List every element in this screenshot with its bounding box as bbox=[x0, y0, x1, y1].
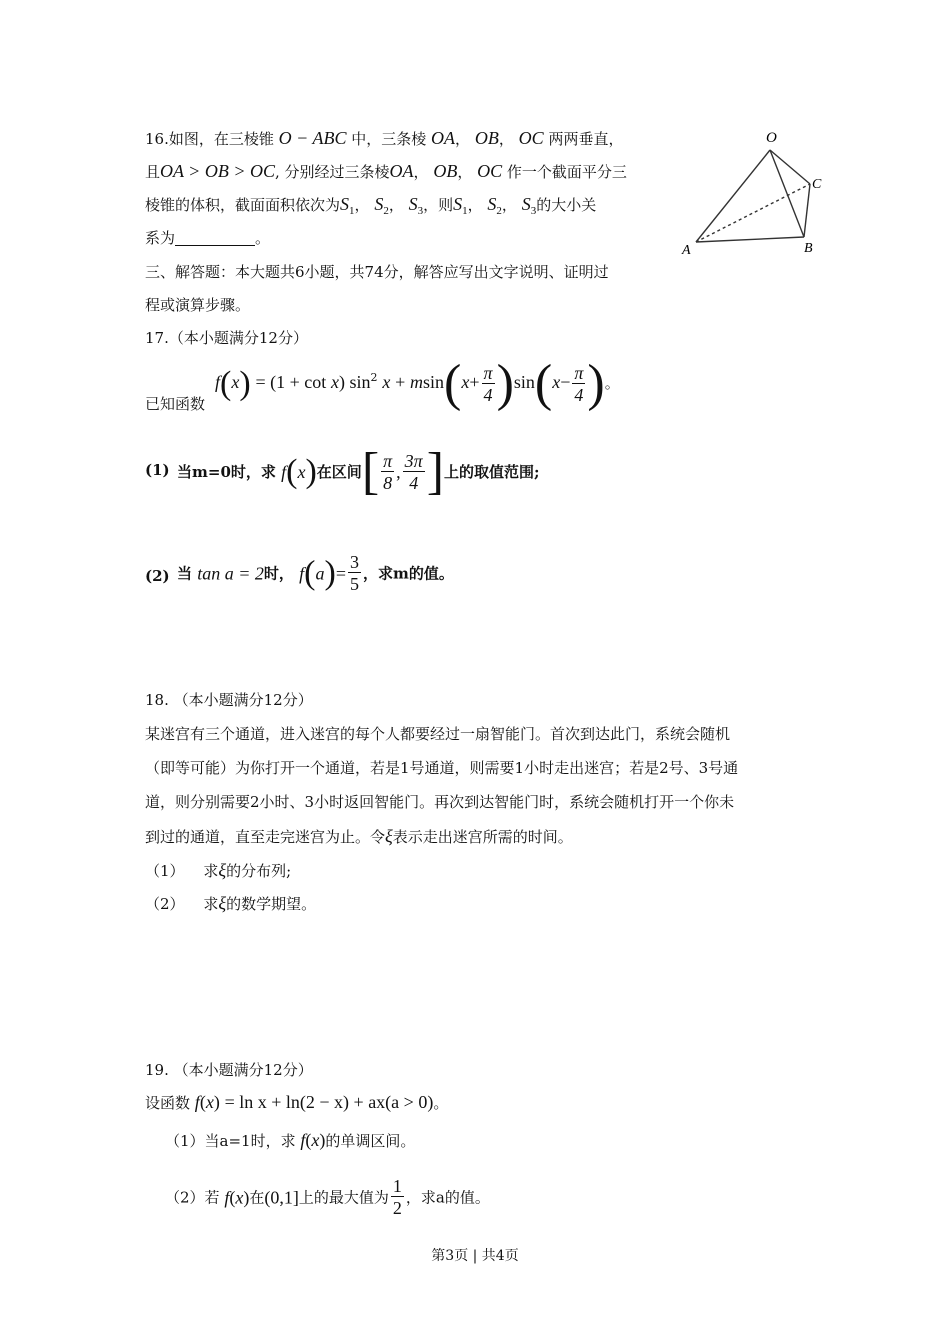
math-s2: $S_2$ bbox=[487, 194, 502, 217]
text: 16.如图，在三棱锥 bbox=[145, 130, 274, 148]
math-s3: $S_3$ bbox=[521, 194, 537, 217]
text: ， bbox=[457, 163, 473, 181]
q19-part-2: （2）若 f(x)在(0,1]上的最大值为 $\frac{1}{2}$ ，求a的值。 bbox=[165, 1176, 490, 1218]
math: (0,1] bbox=[264, 1187, 299, 1208]
part-label: (1) bbox=[145, 461, 170, 479]
q18-part-1 bbox=[145, 860, 291, 881]
q16-line-2 bbox=[145, 161, 627, 182]
text: ， bbox=[498, 130, 514, 148]
q16-line-3 bbox=[145, 194, 596, 221]
math: ξ bbox=[218, 860, 227, 880]
q19-function-def: 设函数 f(x) = ln x + ln(2 − x) + ax(a > 0)。 bbox=[145, 1092, 449, 1112]
text: 两两垂直， bbox=[548, 130, 624, 148]
text: 在 bbox=[249, 1188, 265, 1207]
part-label: （2） bbox=[145, 895, 185, 913]
text: （1）当a=1时，求 bbox=[165, 1132, 296, 1150]
edge-ab bbox=[696, 237, 804, 242]
math-s1: $S_1$ bbox=[340, 194, 355, 217]
math: f bbox=[194, 1092, 200, 1112]
q17-header: 17.（本小题满分12分） bbox=[145, 329, 308, 347]
part-label: (2) bbox=[145, 567, 170, 585]
edge-oa bbox=[696, 150, 770, 242]
text: ， bbox=[354, 196, 370, 214]
math: OA bbox=[431, 128, 456, 148]
q16-line-1 bbox=[145, 128, 623, 149]
text: ， bbox=[455, 130, 471, 148]
math: OA > OB > OC bbox=[160, 161, 275, 181]
part-text: 当 tan a = 2时， f(a)= $\frac{3}{5}$ ，求m的值。 bbox=[177, 552, 454, 594]
text: 。 bbox=[433, 1094, 449, 1112]
text: 棱锥的体积，截面面积依次为 bbox=[145, 196, 341, 214]
text: 求 bbox=[203, 862, 219, 880]
text: 的大小关 bbox=[536, 196, 597, 214]
math-s2: $S_2$ bbox=[374, 194, 389, 217]
math: O − ABC bbox=[278, 128, 347, 148]
math: OB bbox=[474, 128, 499, 148]
q16-line-4 bbox=[145, 228, 270, 248]
text: 求 bbox=[203, 895, 219, 913]
math-s1: $S_1$ bbox=[453, 194, 468, 217]
text: （2）若 bbox=[165, 1188, 220, 1207]
edge-ac-hidden bbox=[696, 184, 810, 242]
section-3-line-2: 程或演算步骤。 bbox=[145, 296, 251, 314]
text: ， bbox=[388, 196, 404, 214]
text: 中，三条棱 bbox=[351, 130, 427, 148]
text: 上的最大值为 bbox=[298, 1188, 389, 1207]
vertex-label-c: C bbox=[812, 177, 822, 192]
text: ， bbox=[467, 196, 483, 214]
text: 的单调区间。 bbox=[325, 1132, 416, 1150]
q19-header: 19. （本小题满分12分） bbox=[145, 1061, 313, 1079]
math: ξ bbox=[218, 893, 227, 913]
text: 系为 bbox=[145, 229, 176, 247]
formula: f(x) = (1 + cot x) $\sin^2 x + msin(x+$ $\frac{\pi}{4}$ )sin(x− $\frac{\pi}{4}$ )。 bbox=[215, 355, 620, 412]
text: ，求a的值。 bbox=[405, 1188, 490, 1207]
text: ， bbox=[501, 196, 517, 214]
text: ，则 bbox=[423, 196, 454, 214]
part-text: 当m=0时，求 f(x)在区间[ $\frac{\pi}{8}$ , $\frac{3\pi}{4}$ ]上的取值范围; bbox=[177, 443, 540, 500]
q18-header: 18. （本小题满分12分） bbox=[145, 691, 313, 709]
text: 的数学期望。 bbox=[226, 895, 317, 913]
math-s3: $S_3$ bbox=[408, 194, 424, 217]
q18-line-1: 某迷宫有三个通道，进入迷宫的每个人都要经过一扇智能门。首次到达此门，系统会随机 bbox=[145, 725, 731, 743]
math: OC bbox=[477, 161, 503, 181]
part-label: （1） bbox=[145, 862, 185, 880]
text: 且 bbox=[145, 163, 161, 181]
text: 作一个截面平分三 bbox=[506, 163, 627, 181]
text: 设函数 bbox=[145, 1094, 191, 1112]
text: 。 bbox=[255, 229, 271, 247]
math: OA bbox=[389, 161, 414, 181]
tetrahedron-figure bbox=[680, 122, 830, 262]
vertex-label-a: A bbox=[682, 243, 691, 258]
edge-bc bbox=[804, 184, 810, 237]
q19-part-1: （1）当a=1时，求 f(x)的单调区间。 bbox=[165, 1130, 416, 1150]
text: 的分布列; bbox=[226, 862, 292, 880]
text: , 分别经过三条棱 bbox=[274, 163, 390, 181]
math: ξ bbox=[385, 826, 393, 846]
q18-part-2 bbox=[145, 893, 316, 914]
edge-ob bbox=[770, 150, 804, 237]
q18-line-2: （即等可能）为你打开一个通道，若是1号通道，则需要1小时走出迷宫；若是2号、3号通 bbox=[145, 759, 739, 777]
vertex-label-o: O bbox=[766, 130, 777, 146]
text: 已知函数 bbox=[145, 395, 206, 413]
text: 表示走出迷宫所需的时间。 bbox=[392, 828, 573, 846]
math: = ln x + ln(2 − x) + ax(a > 0) bbox=[224, 1092, 434, 1112]
math: OB bbox=[433, 161, 458, 181]
text: 到过的通道，直至走完迷宫为止。令 bbox=[145, 828, 386, 846]
text: ， bbox=[413, 163, 429, 181]
math: OC bbox=[518, 128, 544, 148]
page-footer: 第3页 | 共4页 bbox=[431, 1248, 519, 1264]
section-3-line-1: 三、解答题：本大题共6小题，共74分，解答应写出文字说明、证明过 bbox=[145, 263, 609, 281]
math: f bbox=[300, 1130, 306, 1150]
q18-line-4 bbox=[145, 826, 573, 847]
vertex-label-b: B bbox=[804, 241, 813, 256]
answer-blank bbox=[175, 231, 255, 246]
q18-line-3: 道，则分别需要2小时、3小时返回智能门。再次到达智能门时，系统会随机打开一个你未 bbox=[145, 793, 735, 811]
